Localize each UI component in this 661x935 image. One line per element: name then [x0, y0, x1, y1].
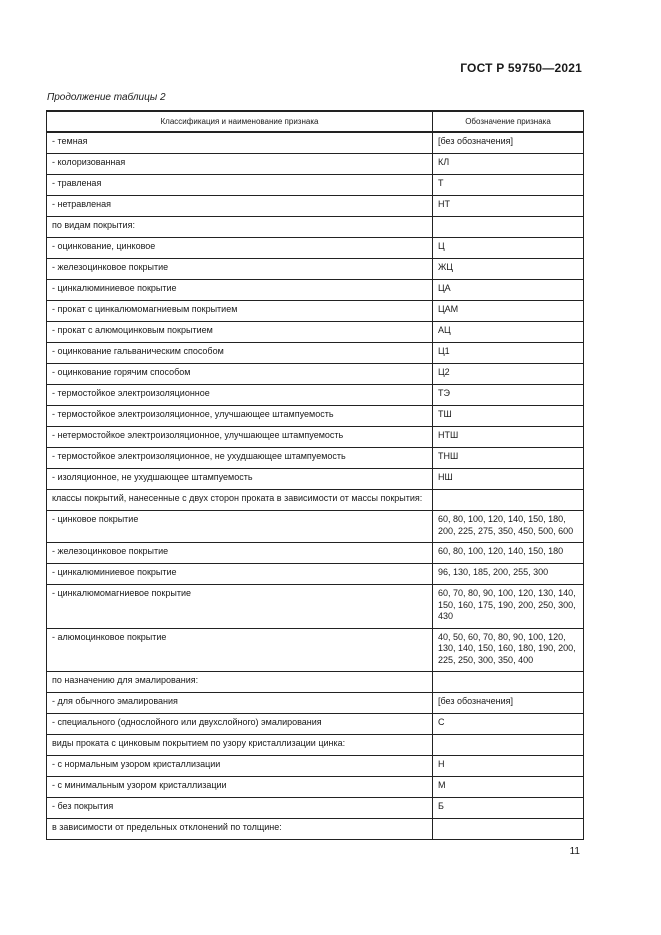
- table-row: [47, 427, 584, 448]
- classification-cell: - с минимальным узором кристаллизации: [47, 777, 433, 798]
- classification-cell: - для обычного эмалирования: [47, 693, 433, 714]
- classification-cell: - изоляционное, не ухудшающее штампуемость: [47, 469, 433, 490]
- designation-cell: [433, 490, 584, 511]
- table-row: [47, 322, 584, 343]
- designation-cell: НТШ: [433, 427, 584, 448]
- designation-cell: [433, 217, 584, 238]
- table-row: [47, 714, 584, 735]
- table-row: [47, 280, 584, 301]
- designation-cell: [433, 819, 584, 840]
- classification-cell: - нетермостойкое электроизоляционное, улучшающее штампуемость: [47, 427, 433, 448]
- table-row: [47, 585, 584, 629]
- designation-cell: АЦ: [433, 322, 584, 343]
- table-row: [47, 490, 584, 511]
- designation-cell: [433, 735, 584, 756]
- table-row: [47, 175, 584, 196]
- classification-cell: - цинкалюминиевое покрытие: [47, 564, 433, 585]
- designation-cell: 60, 80, 100, 120, 140, 150, 180: [433, 543, 584, 564]
- classification-cell: по назначению для эмалирования:: [47, 672, 433, 693]
- classification-cell: в зависимости от предельных отклонений по толщине:: [47, 819, 433, 840]
- table-row: [47, 154, 584, 175]
- designation-cell: Н: [433, 756, 584, 777]
- classification-cell: - оцинкование горячим способом: [47, 364, 433, 385]
- classification-cell: - темная: [47, 132, 433, 154]
- designation-cell: С: [433, 714, 584, 735]
- table-row: [47, 132, 584, 154]
- page-number: 11: [569, 846, 580, 857]
- table-row: [47, 564, 584, 585]
- classification-cell: по видам покрытия:: [47, 217, 433, 238]
- table-caption: Продолжение таблицы 2: [47, 92, 166, 103]
- table-row: [47, 777, 584, 798]
- table-row: [47, 301, 584, 322]
- designation-cell: ТНШ: [433, 448, 584, 469]
- classification-cell: - травленая: [47, 175, 433, 196]
- classification-cell: - прокат с цинкалюмомагниевым покрытием: [47, 301, 433, 322]
- table-row: [47, 756, 584, 777]
- table-row: [47, 196, 584, 217]
- designation-cell: ЦА: [433, 280, 584, 301]
- classification-cell: классы покрытий, нанесенные с двух сторон проката в зависимости от массы покрытия:: [47, 490, 433, 511]
- classification-cell: - оцинкование, цинковое: [47, 238, 433, 259]
- designation-cell: ТШ: [433, 406, 584, 427]
- classification-cell: - цинкалюминиевое покрытие: [47, 280, 433, 301]
- designation-cell: [433, 672, 584, 693]
- designation-cell: Ц1: [433, 343, 584, 364]
- table-row: [47, 364, 584, 385]
- classification-cell: - термостойкое электроизоляционное: [47, 385, 433, 406]
- designation-cell: 60, 70, 80, 90, 100, 120, 130, 140, 150, 160, 175, 190, 200, 250, 300, 430: [433, 585, 584, 629]
- designation-cell: [без обозначения]: [433, 132, 584, 154]
- classification-cell: - железоцинковое покрытие: [47, 259, 433, 280]
- designation-cell: Т: [433, 175, 584, 196]
- classification-cell: - с нормальным узором кристаллизации: [47, 756, 433, 777]
- classification-cell: - термостойкое электроизоляционное, улучшающее штампуемость: [47, 406, 433, 427]
- designation-cell: М: [433, 777, 584, 798]
- table-row: [47, 469, 584, 490]
- table-row: [47, 448, 584, 469]
- designation-cell: 40, 50, 60, 70, 80, 90, 100, 120, 130, 140, 150, 160, 180, 190, 200, 225, 250, 300, 350, 400: [433, 628, 584, 672]
- designation-cell: Б: [433, 798, 584, 819]
- table-row: [47, 259, 584, 280]
- table-row: [47, 406, 584, 427]
- classification-cell: - алюмоцинковое покрытие: [47, 628, 433, 672]
- classification-cell: - колоризованная: [47, 154, 433, 175]
- designation-cell: Ц2: [433, 364, 584, 385]
- table-row: [47, 819, 584, 840]
- document-code: ГОСТ Р 59750—2021: [460, 61, 582, 75]
- designation-cell: НШ: [433, 469, 584, 490]
- designation-cell: ЦАМ: [433, 301, 584, 322]
- table-row: [47, 511, 584, 543]
- designation-cell: ТЭ: [433, 385, 584, 406]
- table-body: [47, 132, 584, 840]
- table-header-row: [47, 111, 584, 132]
- classification-table: [46, 110, 584, 840]
- column-header-designation: Обозначение признака: [433, 111, 584, 132]
- designation-cell: КЛ: [433, 154, 584, 175]
- table-row: [47, 343, 584, 364]
- table-row: [47, 672, 584, 693]
- classification-cell: - специального (однослойного или двухслойного) эмалирования: [47, 714, 433, 735]
- classification-cell: - железоцинковое покрытие: [47, 543, 433, 564]
- designation-cell: НТ: [433, 196, 584, 217]
- designation-cell: [без обозначения]: [433, 693, 584, 714]
- table-row: [47, 735, 584, 756]
- classification-cell: - цинкалюмомагниевое покрытие: [47, 585, 433, 629]
- designation-cell: 96, 130, 185, 200, 255, 300: [433, 564, 584, 585]
- classification-cell: - термостойкое электроизоляционное, не ухудшающее штампуемость: [47, 448, 433, 469]
- classification-cell: виды проката с цинковым покрытием по узору кристаллизации цинка:: [47, 735, 433, 756]
- table-row: [47, 628, 584, 672]
- table-row: [47, 798, 584, 819]
- designation-cell: 60, 80, 100, 120, 140, 150, 180, 200, 225, 275, 350, 450, 500, 600: [433, 511, 584, 543]
- designation-cell: ЖЦ: [433, 259, 584, 280]
- classification-cell: - прокат с алюмоцинковым покрытием: [47, 322, 433, 343]
- column-header-classification: Классификация и наименование признака: [47, 111, 433, 132]
- designation-cell: Ц: [433, 238, 584, 259]
- classification-cell: - без покрытия: [47, 798, 433, 819]
- table-row: [47, 238, 584, 259]
- table-row: [47, 693, 584, 714]
- classification-cell: - цинковое покрытие: [47, 511, 433, 543]
- table-row: [47, 385, 584, 406]
- classification-cell: - оцинкование гальваническим способом: [47, 343, 433, 364]
- classification-cell: - нетравленая: [47, 196, 433, 217]
- table-row: [47, 543, 584, 564]
- table-row: [47, 217, 584, 238]
